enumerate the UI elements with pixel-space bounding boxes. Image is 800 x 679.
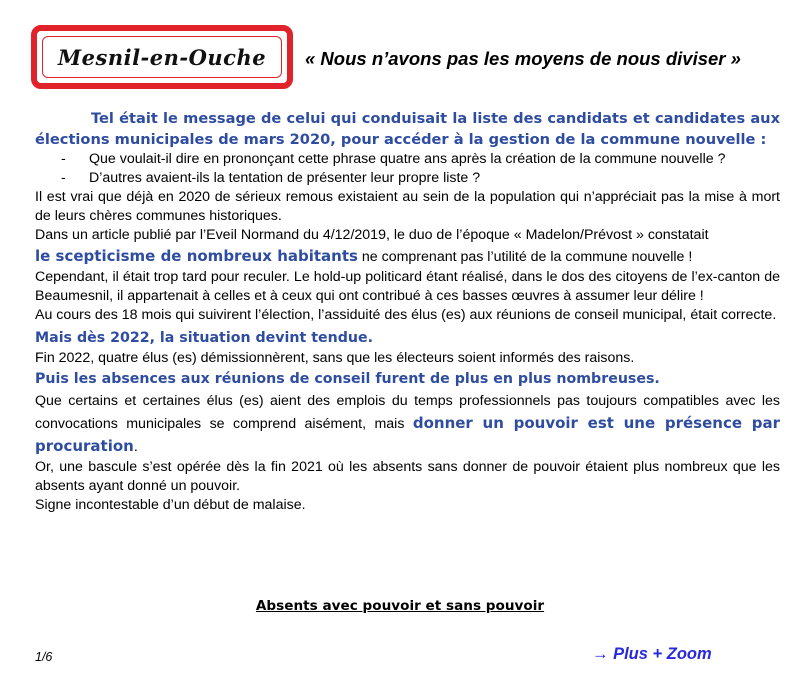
paragraph-scepticisme	[35, 245, 780, 268]
intro-text: Tel était le message de celui qui conduisait la liste des candidats et candidates aux élections municipales de mars 2020, pour accéder à la gestion de la commune nouvelle :	[35, 110, 780, 148]
highlight-scepticisme: le scepticisme de nombreux habitants	[35, 247, 358, 265]
paragraph-demissions: Fin 2022, quatre élus (es) démissionnèrent, sans que les électeurs soient informés des raisons.	[35, 350, 635, 366]
arrow-right-icon: →	[592, 645, 609, 663]
paragraph-pouvoir	[35, 390, 780, 458]
paragraph-hold-up: Cependant, il était trop tard pour reculer. Le hold-up politicard étant réalisé, dans le dos des citoyens de l’ex-canton de Beaumesnil, il appartenait à celles et à ceux qui ont contribué à ces basses œuvres à assumer leur délire !	[35, 269, 780, 304]
zoom-link[interactable]	[592, 645, 712, 664]
logo-frame	[31, 25, 293, 89]
heading-situation-tendue	[35, 327, 780, 349]
heading-absences	[35, 368, 780, 390]
intro-paragraph	[35, 108, 780, 150]
logo-text: Mesnil-en-Ouche	[42, 36, 282, 78]
heading-absences-text: Puis les absences aux réunions de conseil furent de plus en plus nombreuses.	[35, 371, 660, 387]
page-number: 1/6	[35, 650, 53, 664]
article-body	[35, 108, 780, 515]
heading-situation-tendue-text: Mais dès 2022, la situation devint tendue.	[35, 330, 373, 346]
list-item: - Que voulait-il dire en prononçant cette phrase quatre ans après la création de la commune nouvelle ?	[61, 150, 780, 169]
paragraph-bascule: Or, une bascule s’est opérée dès la fin 2021 où les absents sans donner de pouvoir étaient plus nombreux que les absents ayant donné un pouvoir.	[35, 459, 780, 494]
section-title-text: Absents avec pouvoir et sans pouvoir	[255, 598, 545, 614]
paragraph-eveil-normand: Dans un article publié par l’Eveil Normand du 4/12/2019, le duo de l’époque « Madelon/Prévost » constatait	[35, 227, 709, 243]
headline-quote: « Nous n’avons pas les moyens de nous diviser »	[305, 48, 741, 69]
paragraph-remous: Il est vrai que déjà en 2020 de sérieux remous existaient au sein de la population qui n’appréciait pas la mise à mort de leurs chères communes historiques.	[35, 189, 780, 224]
highlight-procuration: donner un pouvoir est une présence par procuration	[35, 414, 780, 455]
section-title	[0, 597, 800, 615]
paragraph-malaise: Signe incontestable d’un début de malaise.	[35, 497, 306, 513]
list-item: - D’autres avaient-ils la tentation de présenter leur propre liste ?	[61, 169, 780, 188]
question-list	[35, 150, 780, 188]
paragraph-pouvoir-end: .	[133, 439, 138, 455]
zoom-link-label: Plus + Zoom	[613, 645, 712, 663]
paragraph-pouvoir-text: Que certains et certaines élus (es) aient des emplois du temps professionnels pas toujours compatibles avec les convocations municipales se comprend aisément, mais	[35, 393, 780, 432]
paragraph-scepticisme-rest: ne comprenant pas l’utilité de la commune nouvelle !	[357, 249, 693, 265]
paragraph-assiduite: Au cours des 18 mois qui suivirent l’élection, l’assiduité des élus (es) aux réunions de conseil municipal, était correcte.	[35, 307, 777, 323]
